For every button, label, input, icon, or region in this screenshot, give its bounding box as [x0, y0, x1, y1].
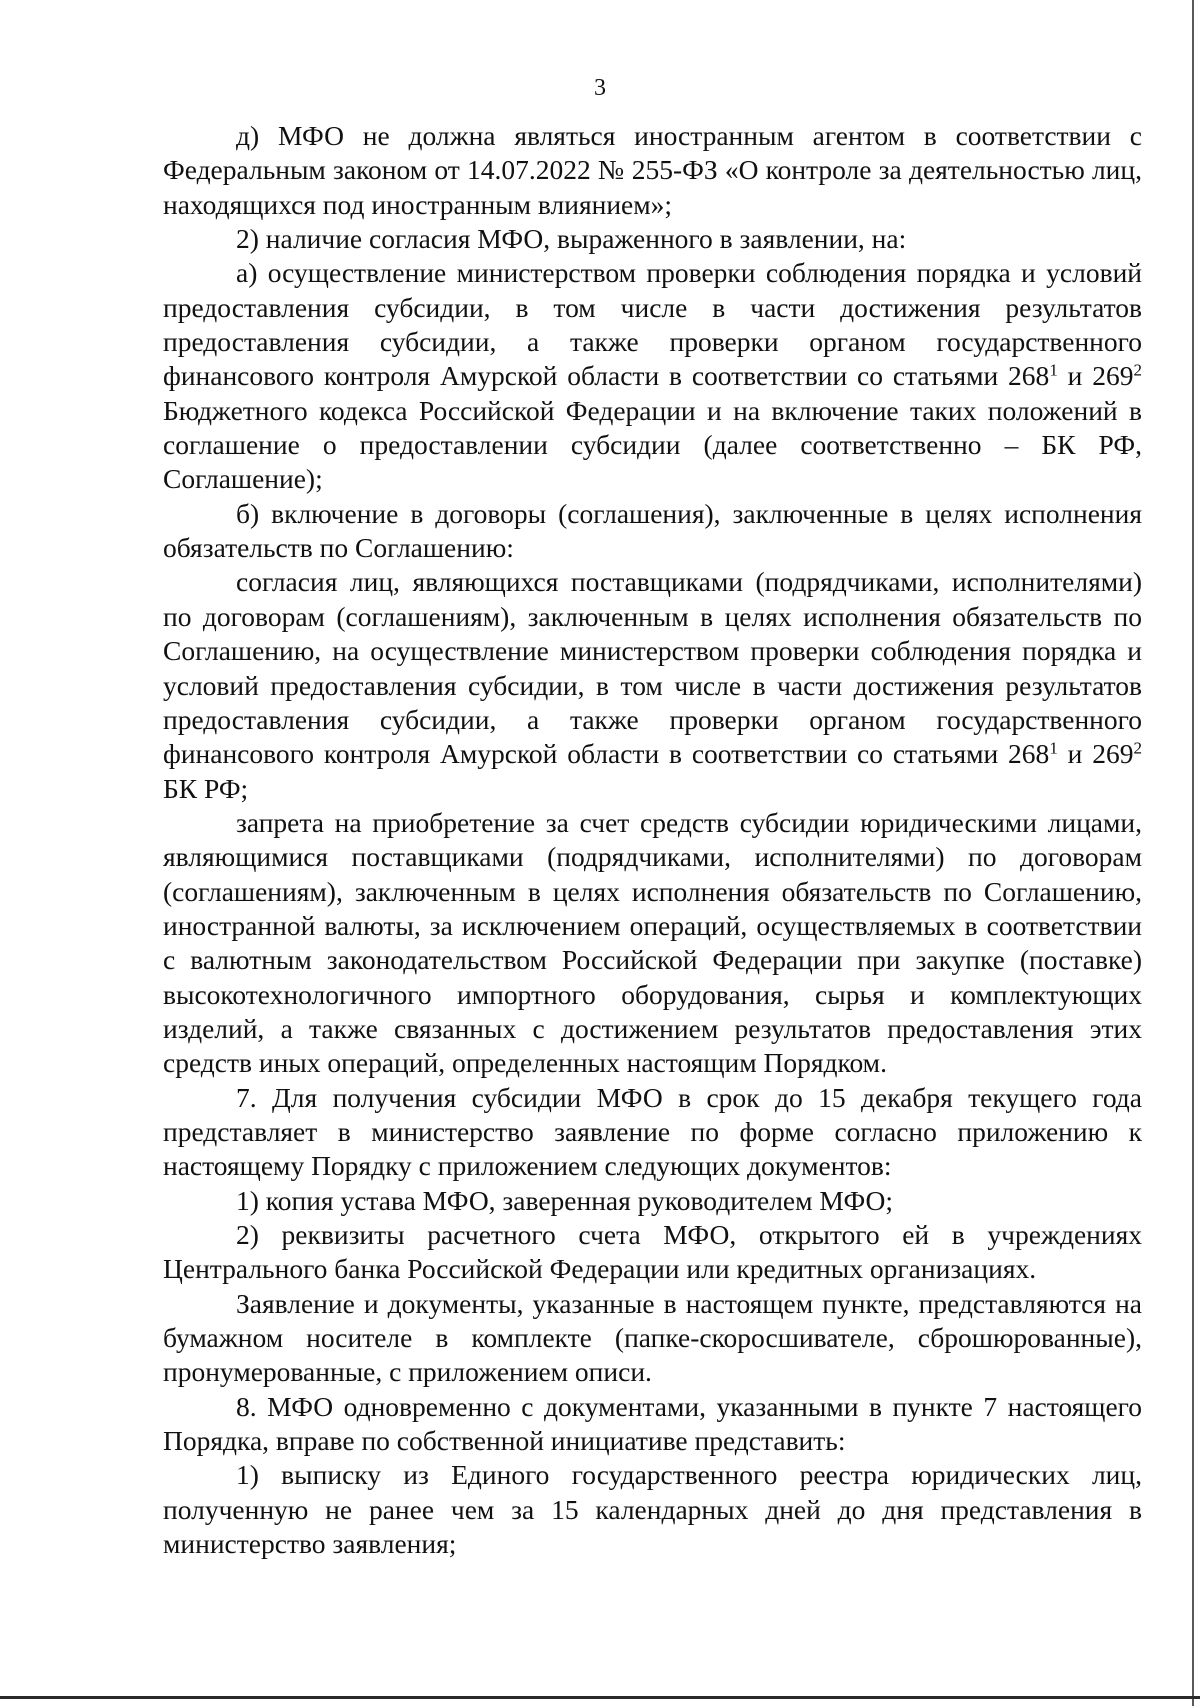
paragraph-currency-ban	[163, 806, 1142, 1081]
paragraph-text: б) включение в договоры (соглашения), заключенные в целях исполнения обязательств по Соглашению:	[163, 497, 1142, 564]
paragraph-7-2-bank-details	[163, 1218, 1142, 1287]
paragraph-8-1-registry-extract	[163, 1458, 1142, 1561]
paragraph-text: 8. МФО одновременно с документами, указанными в пункте 7 настоящего Порядка, вправе по собственной инициативе представить:	[163, 1390, 1142, 1457]
paragraph-text: 7. Для получения субсидии МФО в срок до 15 декабря текущего года представляет в министерство заявление по форме согласно приложению к настоящему Порядку с приложением следующих документов:	[163, 1081, 1142, 1182]
article-superscript: 2	[1133, 361, 1142, 381]
paragraph-text: 2) реквизиты расчетного счета МФО, открытого ей в учреждениях Центрального банка Российской Федерации или кредитных организациях.	[163, 1219, 1142, 1285]
article-superscript: 1	[1049, 361, 1058, 381]
page-number: 3	[594, 75, 606, 101]
paragraph-text: а) осуществление министерством проверки соблюдения порядка и условий предоставления субсидии, в том числе в части достижения результатов предоставления субсидии, а также проверки органом государственного финансового контроля Амурской области в соответствии со статьями 268	[163, 257, 1142, 392]
paragraph-paper-submission	[163, 1287, 1142, 1390]
scan-edge-bottom	[0, 1696, 1200, 1699]
paragraph-text: БК РФ;	[163, 772, 249, 804]
paragraph-7-application	[163, 1081, 1142, 1184]
document-body	[163, 119, 1142, 1561]
paragraph-text: 1) копия устава МФО, заверенная руководителем МФО;	[236, 1184, 894, 1216]
paragraph-text: Заявление и документы, указанные в настоящем пункте, представляются на бумажном носителе в комплекте (папке-скоросшивателе, сброшюрованные), пронумерованные, с приложением описи.	[163, 1287, 1142, 1388]
paragraph-text: согласия лиц, являющихся поставщиками (подрядчиками, исполнителями) по договорам (соглашениям), заключенным в целях исполнения обязательств по Соглашению, на осуществление министерством проверки соблюдения порядка и условий предоставления субсидии, в том числе в части достижения результатов предоставления субсидии, а также проверки органом государственного финансового контроля Амурской области в соответствии со статьями 268	[163, 566, 1142, 770]
paragraph-text: д) МФО не должна являться иностранным агентом в соответствии с Федеральным законом от 14.07.2022 № 255-ФЗ «О контроле за деятельностью лиц, находящихся под иностранным влиянием»;	[163, 120, 1142, 220]
paragraph-b-contracts	[163, 497, 1142, 566]
paragraph-text: 1) выписку из Единого государственного реестра юридических лиц, полученную не ранее чем за 15 календарных дней до дня представления в министерство заявления;	[163, 1459, 1142, 1560]
paragraph-text: Бюджетного кодекса Российской Федерации и на включение таких положений в соглашение о предоставлении субсидии (далее соответственно – БК РФ, Соглашение);	[163, 394, 1142, 495]
paragraph-8-optional-docs	[163, 1390, 1142, 1459]
paragraph-d-foreign-agent	[163, 119, 1142, 222]
paragraph-text: и 269	[1057, 360, 1134, 392]
paragraph-7-1-charter	[163, 1184, 1142, 1218]
article-superscript: 1	[1049, 738, 1058, 758]
scan-edge-right	[1192, 0, 1194, 1706]
paragraph-supplier-consent	[163, 565, 1142, 805]
paragraph-text: 2) наличие согласия МФО, выраженного в заявлении, на:	[236, 223, 907, 255]
paragraph-text: и 269	[1057, 738, 1134, 770]
paragraph-a-inspection	[163, 256, 1142, 496]
article-superscript: 2	[1133, 738, 1142, 758]
paragraph-text: запрета на приобретение за счет средств субсидии юридическими лицами, являющимися поставщиками (подрядчиками, исполнителями) по договорам (соглашениям), заключенным в целях исполнения обязательств по Соглашению, иностранной валюты, за исключением операций, осуществляемых в соответствии с валютным законодательством Российской Федерации при закупке (поставке) высокотехнологичного импортного оборудования, сырья и комплектующих изделий, а также связанных с достижением результатов предоставления этих средств иных операций, определенных настоящим Порядком.	[163, 806, 1142, 1079]
paragraph-2-consent	[163, 222, 1142, 256]
